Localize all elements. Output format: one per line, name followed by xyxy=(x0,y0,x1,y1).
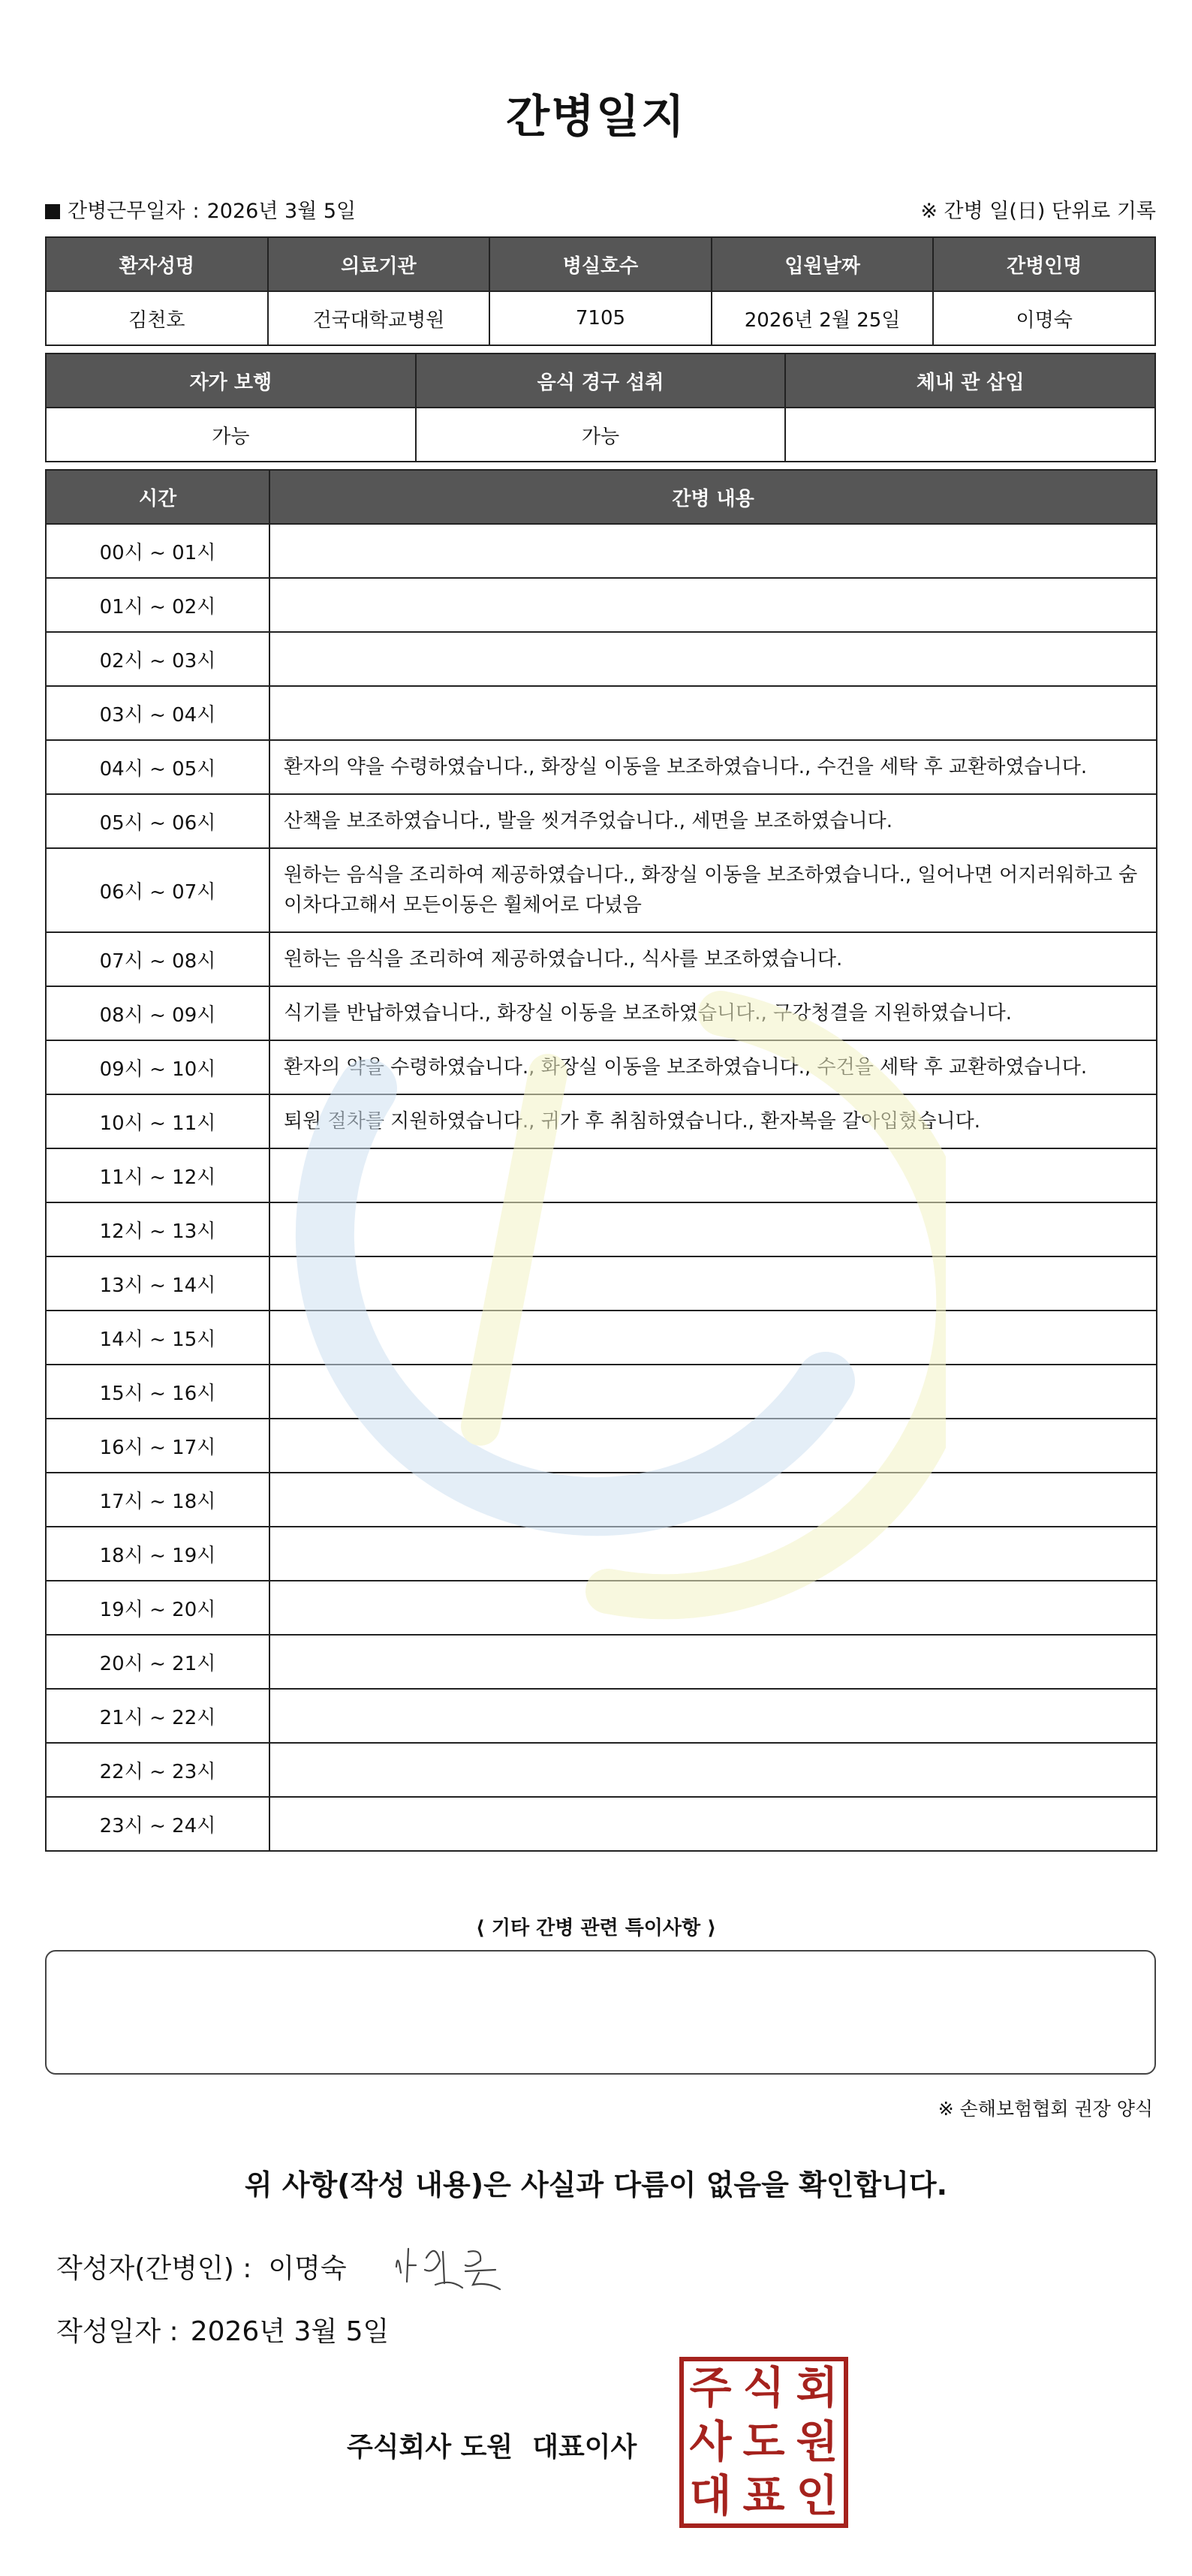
admission-date: 2026년 2월 25일 xyxy=(712,291,934,345)
company-representative: 대표이사 xyxy=(532,2432,637,2463)
log-time: 21시 ~ 22시 xyxy=(46,1689,269,1743)
log-row xyxy=(46,1419,1157,1473)
log-content xyxy=(269,1256,1157,1311)
log-content: 산책을 보조하였습니다., 발을 씻겨주었습니다., 세면을 보조하였습니다. xyxy=(269,794,1157,848)
log-row xyxy=(46,1040,1157,1094)
log-time: 18시 ~ 19시 xyxy=(46,1527,269,1581)
log-time: 04시 ~ 05시 xyxy=(46,740,269,794)
patient-name: 김천호 xyxy=(46,291,268,345)
company-line xyxy=(347,2426,637,2464)
header-hospital: 의료기관 xyxy=(268,237,490,291)
log-time: 13시 ~ 14시 xyxy=(46,1256,269,1311)
company-seal-stamp xyxy=(679,2357,848,2528)
written-date-label: 작성일자 : xyxy=(56,2316,179,2347)
writer-line xyxy=(56,2247,347,2286)
log-content: 원하는 음식을 조리하여 제공하였습니다., 식사를 보조하였습니다. xyxy=(269,932,1157,986)
log-row xyxy=(46,1365,1157,1419)
writer-label: 작성자(간병인) : xyxy=(56,2253,252,2284)
header-admission-date: 입원날짜 xyxy=(712,237,934,291)
log-time: 10시 ~ 11시 xyxy=(46,1094,269,1148)
log-content xyxy=(269,1797,1157,1851)
room-number: 7105 xyxy=(489,291,712,345)
log-row xyxy=(46,986,1157,1040)
log-content xyxy=(269,1419,1157,1473)
log-content xyxy=(269,1202,1157,1256)
oral-intake-value: 가능 xyxy=(416,408,786,462)
special-notes-title: ⟨ 기타 간병 관련 특이사항 ⟩ xyxy=(475,1917,717,1940)
log-row xyxy=(46,1797,1157,1851)
seal-char: 표 xyxy=(742,2470,785,2521)
meta-row xyxy=(45,194,1156,224)
log-row xyxy=(46,1635,1157,1689)
log-time: 16시 ~ 17시 xyxy=(46,1419,269,1473)
log-row xyxy=(46,578,1157,632)
confirmation-statement: 위 사항(작성 내용)은 사실과 다름이 없음을 확인합니다. xyxy=(244,2168,948,2201)
log-row xyxy=(46,932,1157,986)
log-time: 17시 ~ 18시 xyxy=(46,1473,269,1527)
log-time: 06시 ~ 07시 xyxy=(46,848,269,932)
log-row xyxy=(46,1094,1157,1148)
tube-insertion-value xyxy=(785,408,1155,462)
written-date-value: 2026년 3월 5일 xyxy=(190,2316,390,2347)
hourly-care-log-table xyxy=(45,469,1157,1852)
log-content xyxy=(269,1527,1157,1581)
ability-header-row xyxy=(46,354,1155,408)
log-row xyxy=(46,1202,1157,1256)
ability-value-row xyxy=(46,408,1155,462)
header-room: 병실호수 xyxy=(489,237,712,291)
log-content xyxy=(269,1743,1157,1797)
handwritten-signature xyxy=(390,2235,518,2295)
log-content xyxy=(269,1365,1157,1419)
log-time: 09시 ~ 10시 xyxy=(46,1040,269,1094)
log-content xyxy=(269,632,1157,686)
log-content: 식기를 반납하였습니다., 화장실 이동을 보조하였습니다., 구강청결을 지원하였습니다. xyxy=(269,986,1157,1040)
log-content xyxy=(269,1635,1157,1689)
log-time: 11시 ~ 12시 xyxy=(46,1148,269,1202)
header-self-walking: 자가 보행 xyxy=(46,354,416,408)
seal-char: 회 xyxy=(796,2362,838,2413)
log-row xyxy=(46,1311,1157,1365)
log-row xyxy=(46,1473,1157,1527)
header-care-content: 간병 내용 xyxy=(269,470,1157,524)
log-row xyxy=(46,794,1157,848)
log-content: 환자의 약을 수령하였습니다., 화장실 이동을 보조하였습니다., 수건을 세탁 후 교환하였습니다. xyxy=(269,1040,1157,1094)
writer-name: 이명숙 xyxy=(268,2253,347,2284)
log-row xyxy=(46,1581,1157,1635)
work-date xyxy=(45,194,363,224)
log-content xyxy=(269,1148,1157,1202)
log-body xyxy=(46,524,1157,1851)
seal-char: 주 xyxy=(689,2362,732,2413)
log-time: 23시 ~ 24시 xyxy=(46,1797,269,1851)
seal-char: 식 xyxy=(742,2362,785,2413)
log-row xyxy=(46,740,1157,794)
log-row xyxy=(46,632,1157,686)
document-title: 간병일지 xyxy=(506,91,686,143)
header-patient-name: 환자성명 xyxy=(46,237,268,291)
log-row xyxy=(46,686,1157,740)
log-content: 원하는 음식을 조리하여 제공하였습니다., 화장실 이동을 보조하였습니다., 일어나면 어지러워하고 숨이차다고해서 모든이동은 휠체어로 다녔음 xyxy=(269,848,1157,932)
log-content xyxy=(269,686,1157,740)
patient-info-header-row xyxy=(46,237,1155,291)
header-time: 시간 xyxy=(46,470,269,524)
log-row xyxy=(46,848,1157,932)
log-time: 19시 ~ 20시 xyxy=(46,1581,269,1635)
log-time: 03시 ~ 04시 xyxy=(46,686,269,740)
log-content: 환자의 약을 수령하였습니다., 화장실 이동을 보조하였습니다., 수건을 세탁 후 교환하였습니다. xyxy=(269,740,1157,794)
patient-info-value-row xyxy=(46,291,1155,345)
daily-record-note: ※ 간병 일(日) 단위로 기록 xyxy=(920,199,1156,223)
log-time: 22시 ~ 23시 xyxy=(46,1743,269,1797)
log-row xyxy=(46,1256,1157,1311)
hospital-name: 건국대학교병원 xyxy=(268,291,490,345)
log-content xyxy=(269,1689,1157,1743)
log-time: 15시 ~ 16시 xyxy=(46,1365,269,1419)
log-content xyxy=(269,1473,1157,1527)
log-content xyxy=(269,1311,1157,1365)
header-tube-insertion: 체내 관 삽입 xyxy=(785,354,1155,408)
special-notes-box xyxy=(45,1950,1156,2075)
seal-char: 원 xyxy=(796,2416,838,2467)
header-oral-intake: 음식 경구 섭취 xyxy=(416,354,786,408)
work-date-value: 2026년 3월 5일 xyxy=(206,199,357,223)
work-date-label: 간병근무일자 xyxy=(68,199,185,223)
patient-info-table xyxy=(45,236,1156,346)
log-time: 08시 ~ 09시 xyxy=(46,986,269,1040)
caregiver-name: 이명숙 xyxy=(933,291,1155,345)
log-time: 01시 ~ 02시 xyxy=(46,578,269,632)
log-content xyxy=(269,1581,1157,1635)
form-notice: ※ 손해보험협회 권장 양식 xyxy=(938,2098,1153,2120)
log-time: 02시 ~ 03시 xyxy=(46,632,269,686)
log-time: 14시 ~ 15시 xyxy=(46,1311,269,1365)
seal-char: 도 xyxy=(742,2416,785,2467)
log-time: 20시 ~ 21시 xyxy=(46,1635,269,1689)
log-row xyxy=(46,1527,1157,1581)
log-content xyxy=(269,524,1157,578)
log-row xyxy=(46,524,1157,578)
written-date-line xyxy=(56,2310,389,2349)
log-time: 00시 ~ 01시 xyxy=(46,524,269,578)
log-time: 07시 ~ 08시 xyxy=(46,932,269,986)
square-bullet-icon xyxy=(45,204,60,219)
log-content: 퇴원 절차를 지원하였습니다., 귀가 후 취침하였습니다., 환자복을 갈아입혔습니다. xyxy=(269,1094,1157,1148)
header-caregiver-name: 간병인명 xyxy=(933,237,1155,291)
log-row xyxy=(46,1689,1157,1743)
seal-char: 사 xyxy=(689,2416,732,2467)
seal-char: 대 xyxy=(689,2470,732,2521)
log-time: 05시 ~ 06시 xyxy=(46,794,269,848)
log-time: 12시 ~ 13시 xyxy=(46,1202,269,1256)
log-row xyxy=(46,1148,1157,1202)
log-content xyxy=(269,578,1157,632)
log-header-row xyxy=(46,470,1157,524)
log-row xyxy=(46,1743,1157,1797)
seal-char: 인 xyxy=(796,2470,838,2521)
self-walking-value: 가능 xyxy=(46,408,416,462)
company-name: 주식회사 도원 xyxy=(347,2432,513,2463)
work-date-separator: : xyxy=(192,199,200,223)
patient-ability-table xyxy=(45,353,1156,462)
